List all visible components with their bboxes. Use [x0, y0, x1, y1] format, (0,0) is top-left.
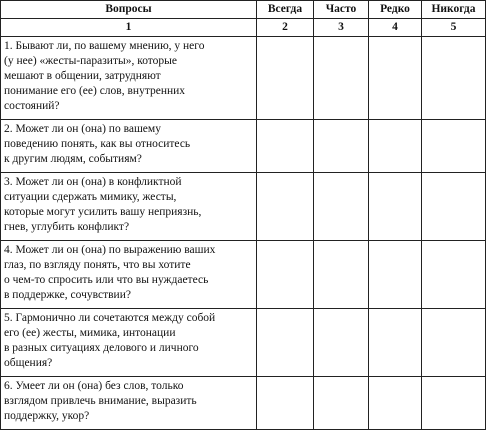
answer-cell-rarely[interactable]	[369, 37, 422, 120]
question-line: 6. Умеет ли он (она) без слов, только	[4, 380, 184, 392]
header-row	[1, 1, 486, 19]
table-row	[1, 120, 486, 173]
question-line: (у нее) «жесты-паразиты», которые	[4, 55, 178, 67]
table-row	[1, 241, 486, 309]
answer-cell-never[interactable]	[422, 173, 486, 241]
question-line: гнев, углубить конфликт?	[4, 221, 130, 233]
question-line: в поддержке, сочувствии?	[4, 289, 131, 301]
answer-cell-often[interactable]	[314, 37, 369, 120]
question-line: его (ее) жесты, мимика, интонации	[4, 327, 176, 339]
question-line: о чем-то спросить или что вы нуждаетесь	[4, 274, 209, 286]
answer-cell-never[interactable]	[422, 309, 486, 377]
answer-cell-always[interactable]	[257, 37, 314, 120]
question-cell-3	[1, 173, 257, 241]
question-cell-4	[1, 241, 257, 309]
question-line: поддержку, укор?	[4, 410, 90, 422]
column-number-1: 1	[1, 19, 257, 37]
answer-cell-always[interactable]	[257, 173, 314, 241]
answer-cell-often[interactable]	[314, 309, 369, 377]
header-never: Никогда	[422, 1, 486, 19]
question-line: 5. Гармонично ли сочетаются между собой	[4, 312, 216, 324]
header-always: Всегда	[257, 1, 314, 19]
answer-cell-always[interactable]	[257, 309, 314, 377]
question-line: 2. Может ли он (она) по вашему	[4, 123, 161, 135]
table-row	[1, 309, 486, 377]
answer-cell-never[interactable]	[422, 120, 486, 173]
answer-cell-rarely[interactable]	[369, 120, 422, 173]
answer-cell-rarely[interactable]	[369, 241, 422, 309]
question-line: ситуации сдержать мимику, жесты,	[4, 191, 177, 203]
answer-cell-rarely[interactable]	[369, 309, 422, 377]
question-line: понимание его (ее) слов, внутренних	[4, 85, 186, 97]
question-cell-1	[1, 37, 257, 120]
table-row	[1, 173, 486, 241]
answer-cell-always[interactable]	[257, 120, 314, 173]
question-line: 3. Может ли он (она) в конфликтной	[4, 176, 182, 188]
question-line: глаз, по взгляду понять, что вы хотите	[4, 259, 191, 271]
question-line: 4. Может ли он (она) по выражению ваших	[4, 244, 216, 256]
question-line: которые могут усилить вашу неприязнь,	[4, 206, 202, 218]
question-line: в разных ситуациях делового и личного	[4, 342, 199, 354]
question-line: мешают в общении, затрудняют	[4, 70, 161, 82]
answer-cell-often[interactable]	[314, 241, 369, 309]
answer-cell-never[interactable]	[422, 241, 486, 309]
question-cell-5	[1, 309, 257, 377]
column-number-row	[1, 19, 486, 37]
question-line: 1. Бывают ли, по вашему мнению, у него	[4, 40, 205, 52]
header-questions: Вопросы	[1, 1, 257, 19]
answer-cell-often[interactable]	[314, 120, 369, 173]
column-number-2: 2	[257, 19, 314, 37]
question-line: поведению понять, как вы относитесь	[4, 138, 191, 150]
question-cell-2	[1, 120, 257, 173]
question-line: состояний?	[4, 100, 60, 112]
answer-cell-never[interactable]	[422, 37, 486, 120]
question-line: к другим людям, событиям?	[4, 153, 142, 165]
answer-cell-rarely[interactable]	[369, 173, 422, 241]
header-rarely: Редко	[369, 1, 422, 19]
question-line: взглядом привлечь внимание, выразить	[4, 395, 197, 407]
table-row	[1, 37, 486, 120]
question-line: общения?	[4, 357, 53, 369]
column-number-4: 4	[369, 19, 422, 37]
answer-cell-often[interactable]	[314, 173, 369, 241]
column-number-5: 5	[422, 19, 486, 37]
header-often: Часто	[314, 1, 369, 19]
answer-cell-always[interactable]	[257, 241, 314, 309]
column-number-3: 3	[314, 19, 369, 37]
